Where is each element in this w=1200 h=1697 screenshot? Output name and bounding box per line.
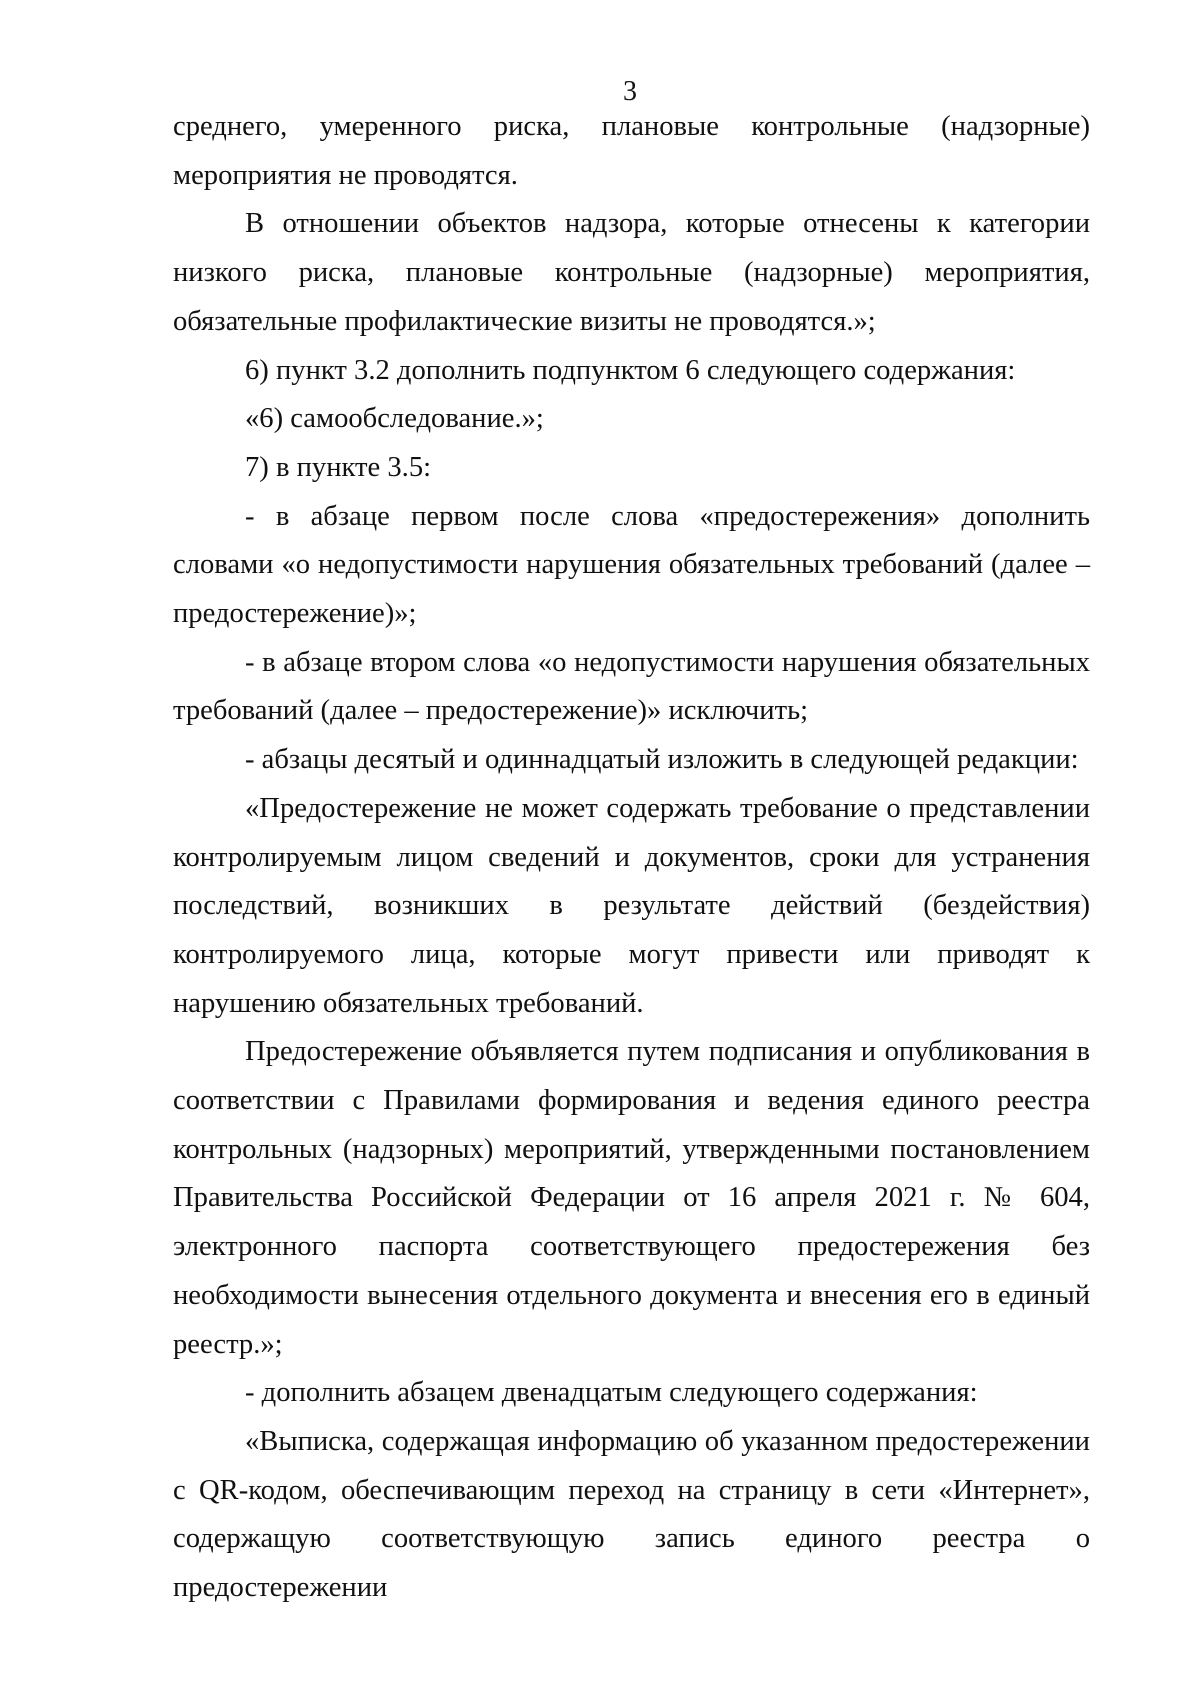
paragraph-3: 6) пункт 3.2 дополнить подпунктом 6 следующего содержания: — [245, 354, 1016, 386]
document-body — [173, 103, 1090, 1613]
paragraph-2: В отношении объектов надзора, которые отнесены к категории низкого риска, плановые контрольные (надзорные) мероприятия, обязательные профилактические визиты не проводятся.»; — [173, 208, 1090, 337]
page-number: 3 — [623, 76, 637, 107]
paragraph-7: - в абзаце втором слова «о недопустимости нарушения обязательных требований (далее – предостережение)» исключить; — [173, 646, 1090, 727]
paragraph-10: Предостережение объявляется путем подписания и опубликования в соответствии с Правилами формирования и ведения единого реестра контрольных (надзорных) мероприятий, утвержденными постановлением Правительства Российской Федерации от 16 апреля 2021 г. № 604, электронного паспорта соответствующего предостережения без необходимости вынесения отдельного документа и внесения его в единый реестр.»; — [173, 1036, 1090, 1360]
paragraph-1: среднего, умеренного риска, плановые контрольные (надзорные) мероприятия не проводятся. — [173, 111, 1090, 191]
paragraph-9: «Предостережение не может содержать требование о представлении контролируемым лицом сведений и документов, сроки для устранения последствий, возникших в результате действий (бездействия) контролируемого лица, которые могут привести или приводят к нарушению обязательных требований. — [173, 792, 1090, 1019]
paragraph-11: - дополнить абзацем двенадцатым следующего содержания: — [245, 1377, 978, 1409]
paragraph-6: - в абзаце первом после слова «предостережения» дополнить словами «о недопустимости нарушения обязательных требований (далее – предостережение)»; — [173, 500, 1090, 630]
paragraph-4: «6) самообследование.»; — [245, 403, 544, 435]
paragraph-8: - абзацы десятый и одиннадцатый изложить в следующей редакции: — [245, 744, 1079, 776]
paragraph-12: «Выписка, содержащая информацию об указанном предостережении с QR-кодом, обеспечивающим переход на страницу в сети «Интернет», содержащую соответствующую запись единого реестра о предостережении — [173, 1425, 1090, 1604]
paragraph-5: 7) в пункте 3.5: — [245, 451, 432, 483]
